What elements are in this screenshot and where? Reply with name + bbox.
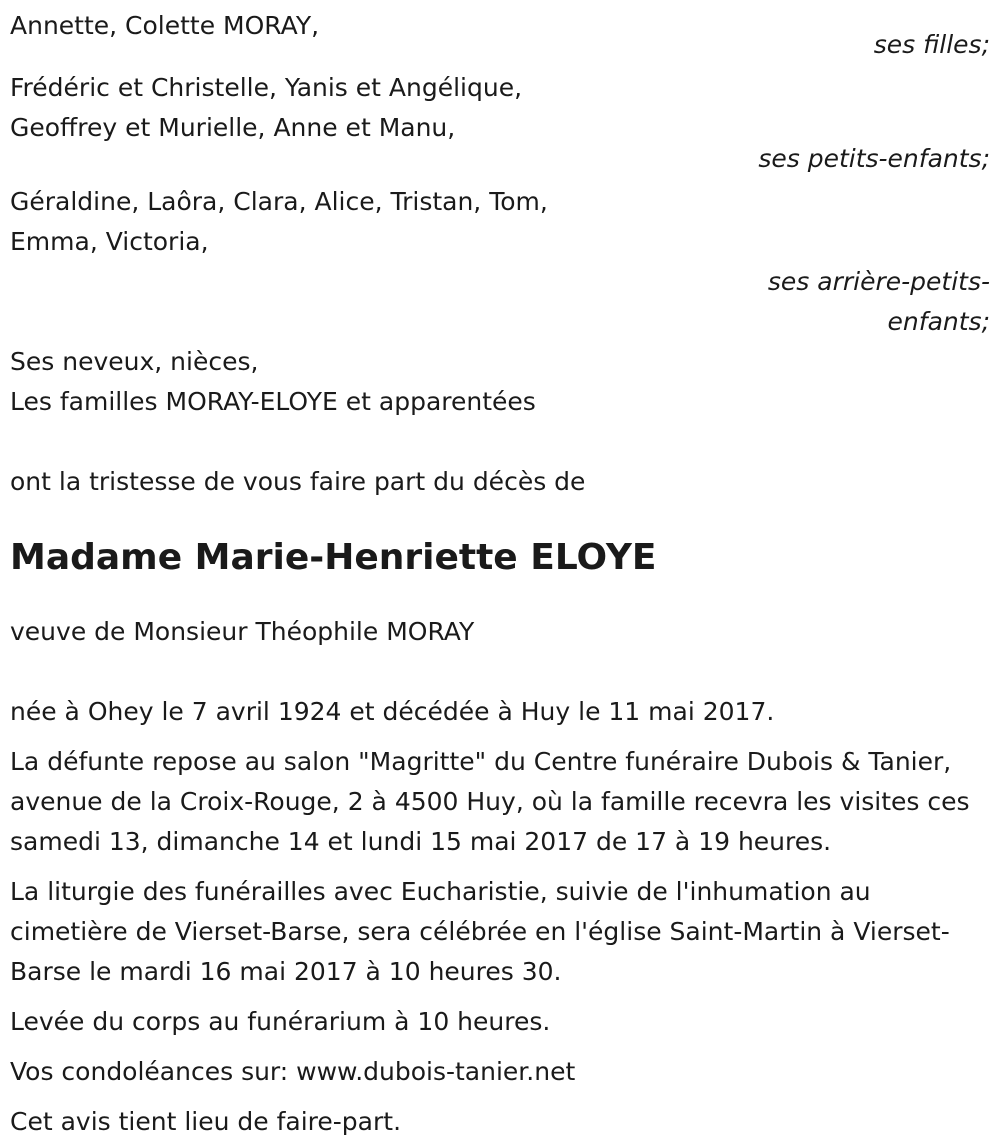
levee-text: Levée du corps au funérarium à 10 heures. <box>10 1007 551 1036</box>
other-relatives-section <box>10 342 990 422</box>
visitation-text: La défunte repose au salon "Magritte" du Centre funéraire Dubois & Tanier, avenue de la Croix-Rouge, 2 à 4500 Huy, où la famille recevra les visites ces samedi 13, dimanche 14 et lundi 15 mai 2017 de 17 à 19 heures. <box>10 747 970 856</box>
grandchildren-role: ses petits-enfants; <box>758 144 990 173</box>
condolences-text: Vos condoléances sur: www.dubois-tanier.net <box>10 1057 576 1086</box>
great-grandchildren-role-line-1: ses arrière-petits- <box>767 267 990 296</box>
notice-text: Cet avis tient lieu de faire-part. <box>10 1107 402 1136</box>
liturgy-text: La liturgie des funérailles avec Eucharistie, suivie de l'inhumation au cimetière de Vierset-Barse, sera célébrée en l'église Saint-Martin à Vierset-Barse le mardi 16 mai 2017 à 10 heures 30. <box>10 877 950 986</box>
great-grandchildren-line-1: Géraldine, Laôra, Clara, Alice, Tristan, Tom, <box>10 187 548 216</box>
great-grandchildren-section <box>10 182 990 342</box>
announcement-text: ont la tristesse de vous faire part du décès de <box>10 467 586 496</box>
details-section <box>10 692 990 1142</box>
nephews-nieces: Ses neveux, nièces, <box>10 347 259 376</box>
daughters-names: Annette, Colette MORAY, <box>10 11 320 40</box>
daughters-role: ses filles; <box>873 30 990 59</box>
great-grandchildren-role-line-2: enfants; <box>887 307 990 336</box>
spouse-text: veuve de Monsieur Théophile MORAY <box>10 617 475 646</box>
grandchildren-line-1: Frédéric et Christelle, Yanis et Angélique, <box>10 73 523 102</box>
great-grandchildren-line-2: Emma, Victoria, <box>10 227 209 256</box>
birth-death-text: née à Ohey le 7 avril 1924 et décédée à Huy le 11 mai 2017. <box>10 697 775 726</box>
deceased-name: Madame Marie-Henriette ELOYE <box>10 537 657 578</box>
obituary-notice <box>10 6 990 1142</box>
daughters-section <box>10 6 990 58</box>
grandchildren-line-2: Geoffrey et Murielle, Anne et Manu, <box>10 113 456 142</box>
grandchildren-section <box>10 68 990 172</box>
related-families: Les familles MORAY-ELOYE et apparentées <box>10 387 536 416</box>
